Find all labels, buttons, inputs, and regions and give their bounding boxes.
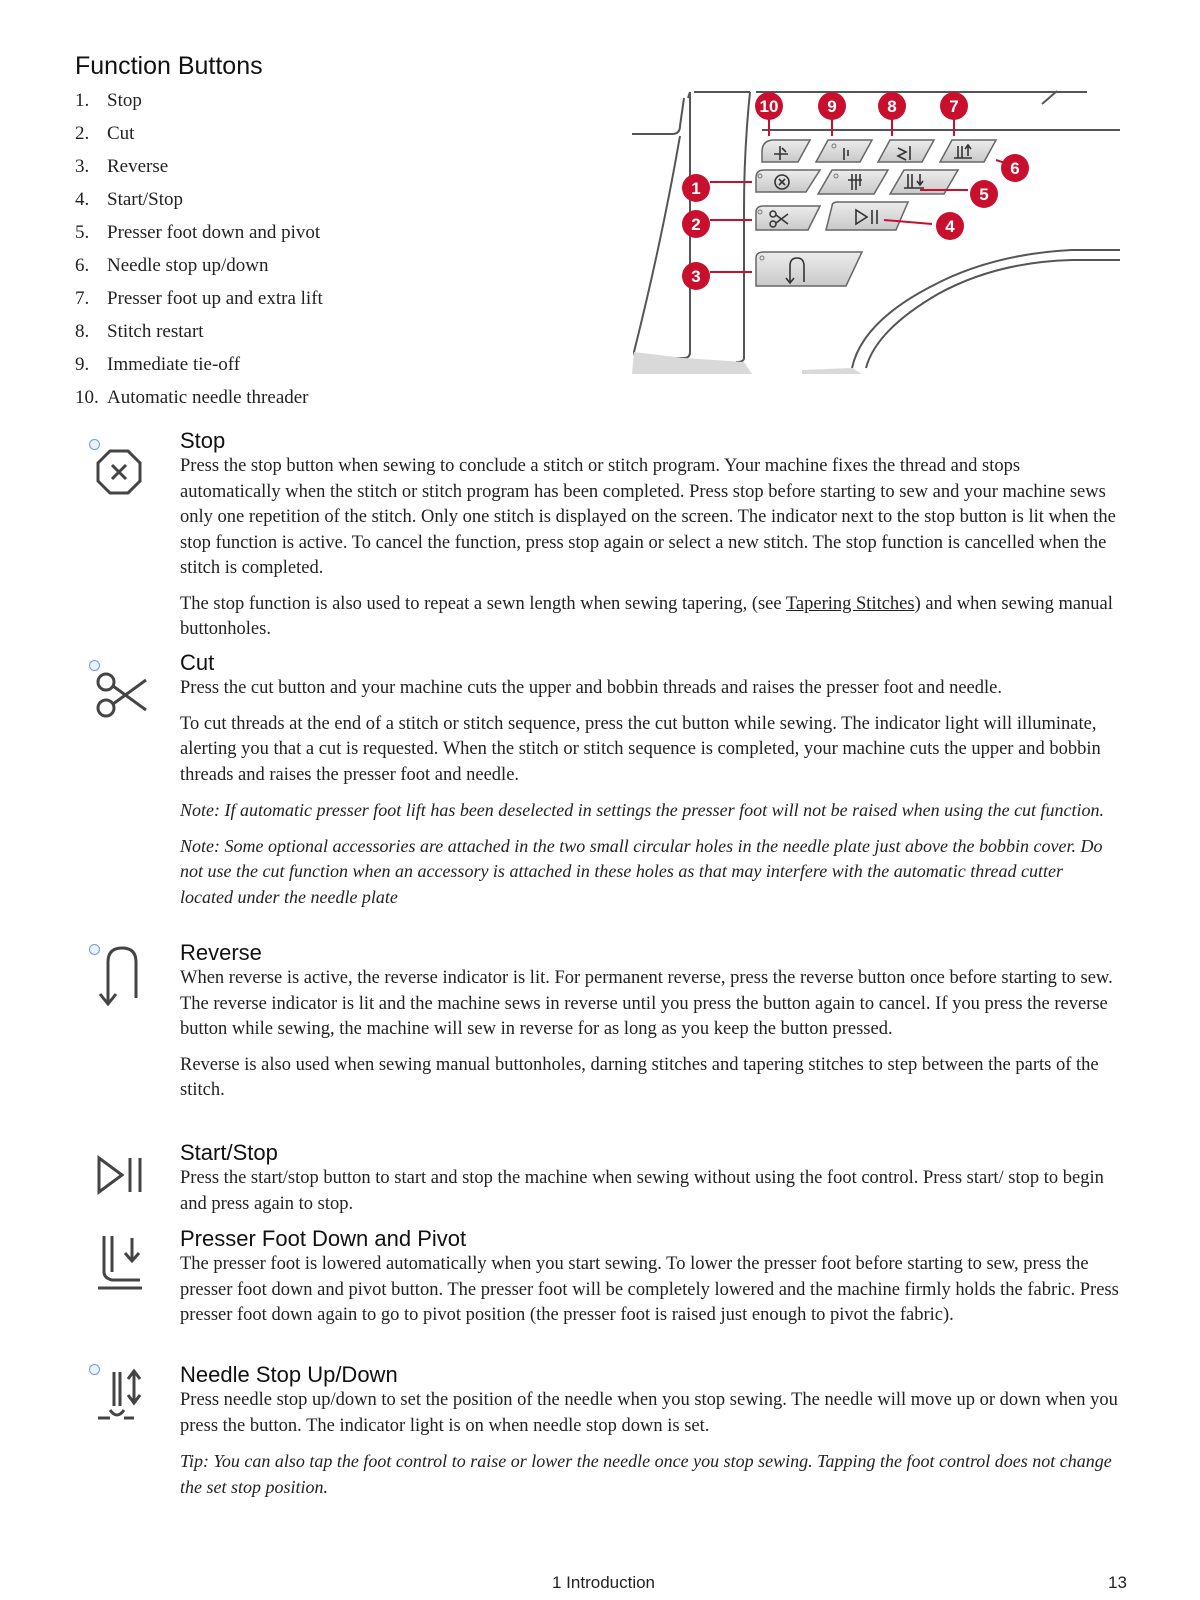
- section-title: Cut: [180, 650, 215, 675]
- list-number: 7.: [75, 288, 90, 309]
- callout-5: [970, 180, 998, 208]
- presser-foot-down-icon: [84, 1228, 154, 1298]
- callout-4: [936, 212, 964, 240]
- list-number: 2.: [75, 123, 90, 144]
- function-button-list: [75, 84, 323, 414]
- section-title: Stop: [180, 428, 226, 453]
- list-label: Presser foot down and pivot: [107, 222, 321, 243]
- list-number: 5.: [75, 222, 90, 243]
- list-number: 8.: [75, 321, 90, 342]
- paragraph: Reverse is also used when sewing manual buttonholes, darning stitches and tapering stitches to step between the parts of the stitch.: [180, 1054, 1099, 1100]
- panel-button-needle-stop: [818, 170, 888, 194]
- list-item: [75, 315, 323, 348]
- list-item: [75, 84, 323, 117]
- section-presser-foot-down: [180, 1226, 1120, 1339]
- callout-4-label: 4: [945, 217, 955, 236]
- panel-button-cut: [756, 206, 820, 230]
- list-label: Reverse: [107, 156, 169, 177]
- section-stop: [180, 428, 1120, 653]
- callout-7: [940, 92, 968, 120]
- callout-8-label: 8: [887, 97, 897, 116]
- section-cut: [180, 650, 1120, 920]
- panel-button-needle-threader: [762, 140, 810, 162]
- callout-5-label: 5: [979, 185, 989, 204]
- panel-button-reverse: [756, 252, 862, 286]
- section-title: Needle Stop Up/Down: [180, 1362, 398, 1387]
- panel-button-stop: [756, 170, 820, 192]
- callout-3-label: 3: [691, 267, 701, 286]
- section-needle-stop: [180, 1362, 1120, 1510]
- callout-10: [755, 92, 783, 120]
- panel-button-presser-up: [940, 140, 996, 162]
- page-title: Function Buttons: [75, 52, 263, 80]
- list-item: [75, 381, 323, 414]
- paragraph: [180, 592, 1120, 643]
- footer-chapter: 1 Introduction: [552, 1573, 656, 1592]
- reverse-icon: [84, 942, 154, 1012]
- list-label: Stop: [107, 90, 142, 111]
- list-number: 6.: [75, 255, 90, 276]
- callout-7-label: 7: [949, 97, 959, 116]
- list-item: [75, 249, 323, 282]
- callout-6-label: 6: [1010, 159, 1020, 178]
- stop-icon: [84, 437, 154, 507]
- callout-6: [1001, 154, 1029, 182]
- tapering-stitches-link[interactable]: Tapering Stitches: [785, 593, 915, 614]
- list-item: [75, 282, 323, 315]
- note: Note: If automatic presser foot lift has been deselected in settings the presser foot will not be raised when using the cut function.: [180, 800, 1105, 820]
- section-title: Presser Foot Down and Pivot: [180, 1226, 467, 1251]
- callout-1: [682, 174, 710, 202]
- list-number: 9.: [75, 354, 90, 375]
- paragraph: Press the start/stop button to start and stop the machine when sewing without using the foot control. Press start/ stop to begin and press again to stop.: [180, 1168, 1104, 1214]
- list-label: Needle stop up/down: [107, 255, 269, 276]
- paragraph: Press needle stop up/down to set the position of the needle when you stop sewing. The needle will move up or down when you press the button. The indicator light is on when needle stop down is set.: [180, 1390, 1118, 1436]
- note: Note: Some optional accessories are attached in the two small circular holes in the needle plate just above the bobbin cover. Do not use the cut function when an accessory is attached in these holes as that may interfere with the automatic thread cutter located under the needle plate: [180, 835, 1103, 907]
- callout-9: [818, 92, 846, 120]
- callout-3: [682, 262, 710, 290]
- text: ) and when sewing manual buttonholes.: [180, 593, 1113, 639]
- text: The stop function is also used to repeat a sewn length when sewing tapering, (see: [180, 593, 786, 614]
- section-reverse: [180, 940, 1120, 1114]
- callout-2-label: 2: [691, 215, 701, 234]
- paragraph: Press the cut button and your machine cuts the upper and bobbin threads and raises the presser foot and needle.: [180, 678, 1002, 698]
- start-stop-icon: [84, 1140, 154, 1210]
- list-item: [75, 216, 323, 249]
- scissors-icon: [84, 660, 154, 730]
- panel-button-stitch-restart: [878, 140, 934, 162]
- needle-stop-icon: [84, 1362, 154, 1432]
- footer-page-number: 13: [1108, 1573, 1127, 1592]
- list-number: 3.: [75, 156, 90, 177]
- callout-2: [682, 210, 710, 238]
- section-title: Reverse: [180, 940, 262, 965]
- list-item: [75, 348, 323, 381]
- paragraph: Press the stop button when sewing to conclude a stitch or stitch program. Your machine fixes the thread and stops automatically when the stitch or stitch program has been completed. Press stop before starting to sew and your machine sews only one repetition of the stitch. Only one stitch is displayed on the screen. The indicator next to the stop button is lit when the stop function is active. To cancel the function, press stop again or select a new stitch. The stop function is cancelled when the stitch is completed.: [180, 456, 1116, 578]
- list-label: Immediate tie-off: [107, 354, 241, 375]
- tip: Tip: You can also tap the foot control to raise or lower the needle once you stop sewing. Tapping the foot control does not change the set stop position.: [180, 1451, 1112, 1497]
- list-label: Presser foot up and extra lift: [107, 288, 323, 309]
- button-panel-diagram: [632, 90, 1120, 374]
- section-start-stop: [180, 1140, 1120, 1227]
- list-label: Automatic needle threader: [107, 387, 309, 408]
- section-title: Start/Stop: [180, 1140, 278, 1165]
- list-label: Cut: [107, 123, 135, 144]
- paragraph: The presser foot is lowered automatically when you start sewing. To lower the presser foot before starting to sew, press the presser foot down and pivot button. The presser foot will be completely lowered and the machine firmly holds the fabric. Press presser foot down again to go to pivot position (the presser foot is raised just enough to pivot the fabric).: [180, 1254, 1119, 1325]
- callout-9-label: 9: [827, 97, 837, 116]
- panel-button-tie-off: [816, 140, 872, 162]
- panel-button-start-stop: [826, 202, 908, 230]
- list-number: 10.: [75, 387, 99, 408]
- paragraph: When reverse is active, the reverse indicator is lit. For permanent reverse, press the reverse button once before starting to sew. The reverse indicator is lit and the machine sews in reverse until you press the button again to cancel. If you press the reverse button while sewing, the machine will sew in reverse for as long as you keep the button pressed.: [180, 968, 1113, 1039]
- callout-1-label: 1: [691, 179, 701, 198]
- list-item: [75, 183, 323, 216]
- callout-8: [878, 92, 906, 120]
- list-label: Start/Stop: [107, 189, 184, 210]
- machine-base-shading: [632, 352, 862, 374]
- list-item: [75, 117, 323, 150]
- callout-10-label: 10: [759, 97, 779, 116]
- list-number: 4.: [75, 189, 90, 210]
- list-item: [75, 150, 323, 183]
- list-number: 1.: [75, 90, 90, 111]
- list-label: Stitch restart: [107, 321, 204, 342]
- paragraph: To cut threads at the end of a stitch or stitch sequence, press the cut button while sewing. The indicator light will illuminate, alerting you that a cut is requested. When the stitch or stitch sequence is completed, your machine cuts the upper and bobbin threads and raises the presser foot and needle.: [180, 713, 1101, 785]
